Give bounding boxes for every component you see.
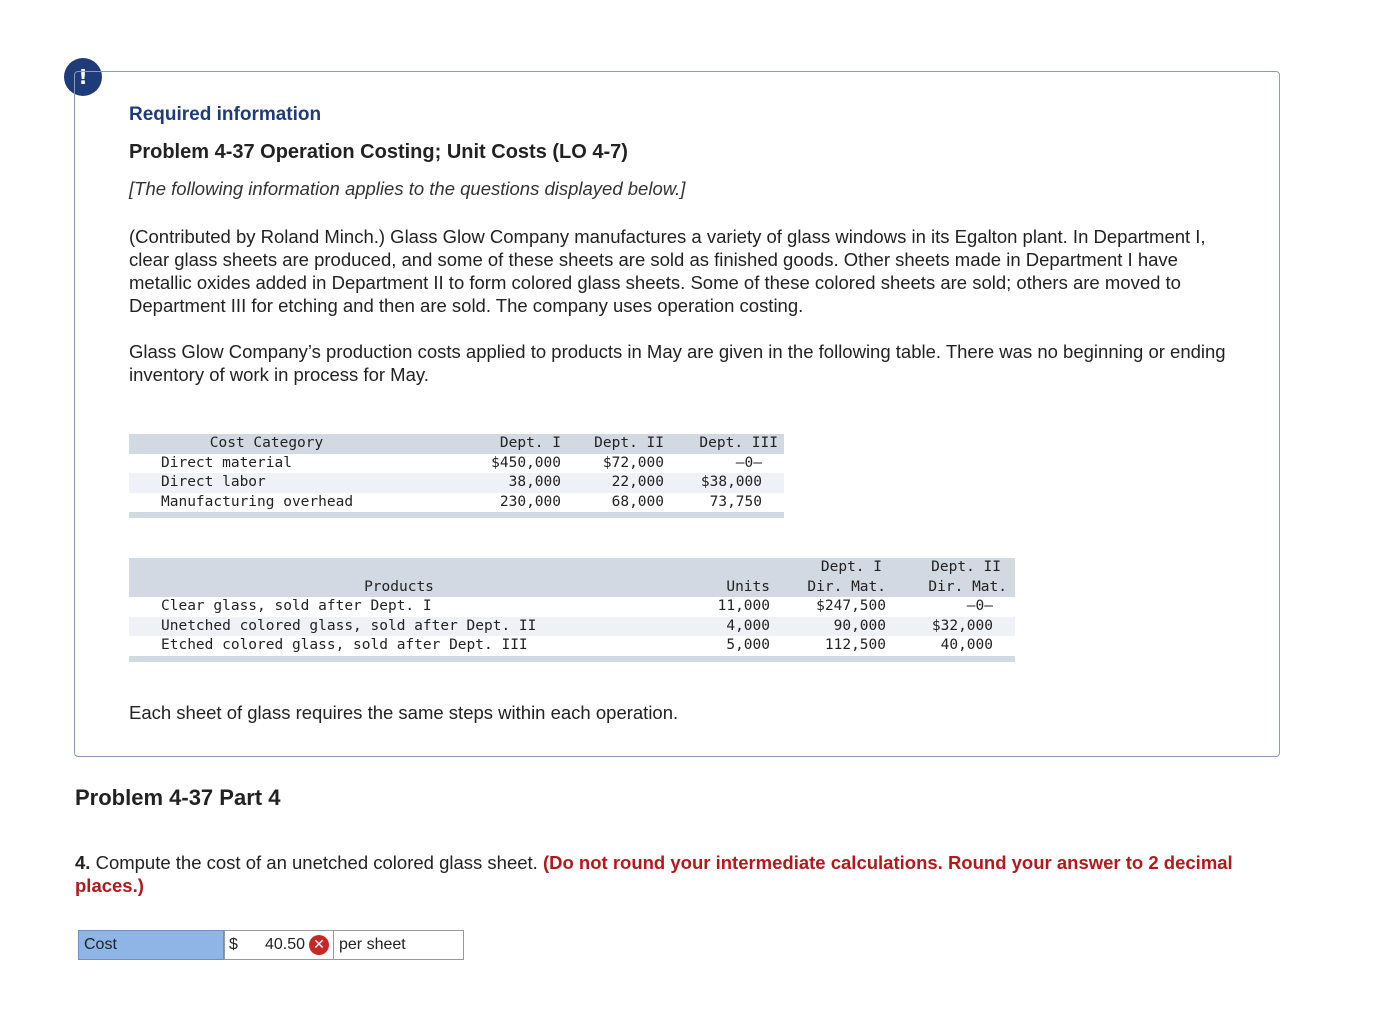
answer-field	[224, 930, 464, 960]
steps-paragraph: Each sheet of glass requires the same steps within each operation.	[129, 702, 679, 723]
table-cell: 73,750	[709, 493, 762, 510]
table-cell: Etched colored glass, sold after Dept. III	[161, 637, 528, 654]
column-header	[669, 558, 770, 578]
table-row	[129, 617, 1015, 637]
table-cell: 230,000	[499, 493, 561, 510]
column-header: Dept. II	[561, 434, 664, 454]
intro-paragraph: (Contributed by Roland Minch.) Glass Glow Company manufactures a variety of glass windows in its Egalton plant. In Department I, clear glass sheets are produced, and some of these sheets are sold as finished goods. Other sheets made in Department I have metallic oxides added in Department II to form colored glass sheets. Some of these colored sheets are sold; others are moved to Department III for etching and then are sold. The company uses operation costing.	[129, 226, 1206, 316]
column-header: Products	[129, 578, 669, 598]
table-cell: $450,000	[491, 454, 561, 471]
answer-row	[78, 930, 464, 960]
table-cell: $247,500	[816, 598, 886, 615]
table-row	[129, 636, 1015, 656]
column-header: Dept. I	[404, 434, 561, 454]
column-header: Units	[669, 578, 770, 598]
table-cell: $38,000	[664, 473, 784, 493]
table-cell: 4,000	[669, 617, 770, 637]
production-costs-table	[129, 434, 784, 518]
column-header: Dept. III	[664, 434, 784, 454]
table-cell: $72,000	[602, 454, 664, 471]
field-divider	[333, 931, 334, 959]
table-cell: 11,000	[717, 598, 770, 615]
table-row	[129, 454, 784, 474]
column-header: Dept. I	[770, 558, 886, 578]
table-row	[129, 597, 1015, 617]
unit-label: per sheet	[339, 936, 406, 953]
question-number: 4.	[75, 852, 91, 873]
table-header-row	[129, 578, 1015, 598]
table-cell: 68,000	[611, 493, 664, 510]
cost-label: Cost	[78, 930, 224, 960]
column-header: Dir. Mat.	[770, 578, 886, 598]
table-cell: Unetched colored glass, sold after Dept. II	[129, 617, 669, 637]
table-cell: 5,000	[726, 637, 770, 654]
applies-note: [The following information applies to the questions displayed below.]	[129, 178, 686, 199]
question-text	[75, 851, 1275, 897]
column-header: Cost Category	[129, 434, 404, 454]
table-cell: 90,000	[770, 617, 886, 637]
table-header-row	[129, 434, 784, 454]
rounding-instruction: (Do not round your intermediate calculations. Round your answer to 2 decimal places.)	[75, 852, 1233, 896]
table-cell: Clear glass, sold after Dept. I	[161, 598, 432, 615]
required-information-heading: Required information	[129, 104, 322, 125]
table-cell: Direct material	[161, 454, 292, 471]
table-cell: Direct labor	[129, 473, 404, 493]
table-header-row	[129, 558, 1015, 578]
cost-input[interactable]	[247, 933, 305, 957]
column-header	[129, 558, 669, 578]
table-cell: 22,000	[561, 473, 664, 493]
table-row	[129, 473, 784, 493]
alert-icon: !	[64, 58, 102, 96]
column-header: Dept. II	[886, 558, 1015, 578]
table-cell: –0–	[966, 598, 993, 615]
table-cell: Manufacturing overhead	[161, 493, 354, 510]
part-title: Problem 4-37 Part 4	[75, 785, 281, 810]
column-header: Dir. Mat.	[886, 578, 1015, 598]
table-cell: 112,500	[824, 637, 886, 654]
table-cell: 40,000	[940, 637, 993, 654]
currency-symbol: $	[229, 936, 238, 953]
costs-intro-paragraph: Glass Glow Company’s production costs applied to products in May are given in the following table. There was no beginning or ending inventory of work in process for May.	[129, 341, 1226, 385]
table-footer-rule	[129, 656, 1015, 662]
table-cell: –0–	[735, 454, 762, 471]
table-row	[129, 493, 784, 513]
table-footer-rule	[129, 512, 784, 518]
question-body: Compute the cost of an unetched colored glass sheet.	[90, 852, 543, 873]
table-cell: $32,000	[886, 617, 1015, 637]
incorrect-x-icon: ✕	[309, 935, 329, 955]
products-table	[129, 558, 1015, 662]
problem-title: Problem 4-37 Operation Costing; Unit Costs (LO 4-7)	[129, 141, 628, 163]
table-cell: 38,000	[404, 473, 561, 493]
